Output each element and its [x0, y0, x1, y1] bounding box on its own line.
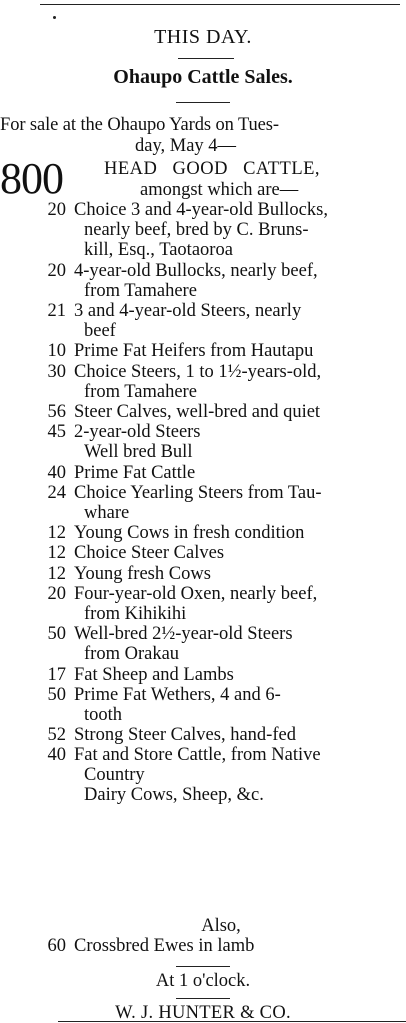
lot-line: Well bred Bull — [84, 442, 193, 463]
lot-line: Crossbred Ewes in lamb — [74, 936, 255, 956]
title-divider — [176, 102, 230, 103]
intro-line-1: For sale at the Ohaupo Yards on Tues- — [0, 115, 279, 135]
intro-line-2: day, May 4— — [135, 136, 237, 156]
lot-line: Four-year-old Oxen, nearly beef, — [74, 583, 318, 604]
lot-line: Young Cows in fresh condition — [74, 523, 305, 544]
lot-line: Fat Sheep and Lambs — [74, 664, 234, 685]
lot-line: from Tamahere — [84, 280, 197, 301]
lot-line: Strong Steer Calves, hand-fed — [74, 725, 296, 746]
lot-quantity: 52 — [47, 725, 66, 746]
headline-this-day: THIS DAY. — [154, 26, 252, 48]
lot-line: from Orakau — [84, 644, 180, 665]
lot-quantity: 12 — [47, 523, 66, 544]
lot-quantity: 60 — [47, 936, 66, 956]
lot-line: Young fresh Cows — [74, 563, 211, 584]
lot-quantity: 50 — [47, 624, 66, 645]
lot-description — [74, 200, 402, 260]
cattle-count: 800 — [0, 154, 63, 203]
lot-line: Choice Steers, 1 to 1½-years-old, — [74, 361, 322, 382]
lot-description — [74, 725, 402, 745]
lot-quantity: 45 — [47, 422, 66, 443]
lot-description — [74, 422, 402, 462]
speck — [53, 16, 56, 19]
lot-line: whare — [84, 502, 130, 523]
lot-line: Dairy Cows, Sheep, &c. — [84, 785, 264, 806]
lot-description — [74, 301, 402, 341]
lot-quantity: 17 — [47, 664, 66, 685]
footer-divider-1 — [176, 966, 230, 967]
lot-description — [74, 402, 402, 422]
lot-line: beef — [84, 321, 116, 341]
lot-quantity: 20 — [47, 200, 66, 220]
lot-line: from Tamahere — [84, 381, 197, 402]
lot-line: nearly beef, bred by C. Bruns- — [84, 220, 309, 240]
lot-line: Prime Fat Wethers, 4 and 6- — [74, 684, 281, 705]
amongst-line: amongst which are— — [140, 180, 299, 200]
lot-line: from Kihikihi — [84, 603, 187, 624]
lot-line: Choice Yearling Steers from Tau- — [74, 482, 322, 503]
lot-description — [74, 564, 402, 584]
lot-quantity: 20 — [47, 583, 66, 604]
lot-line: Prime Fat Cattle — [74, 462, 196, 483]
lot-quantity: 40 — [47, 462, 66, 483]
lot-description — [74, 624, 402, 664]
lot-line: kill, Esq., Taotaoroa — [84, 240, 233, 260]
lot-line: 2-year-old Steers — [74, 422, 201, 443]
also-label: Also, — [201, 916, 241, 936]
auctioneer-name: W. J. HUNTER & CO. — [115, 1003, 291, 1023]
lot-line: Country — [84, 765, 145, 786]
sale-time: At 1 o'clock. — [155, 971, 251, 991]
bottom-rule — [58, 1021, 406, 1022]
lot-line: Well-bred 2½-year-old Steers — [74, 624, 293, 645]
lot-description — [74, 523, 402, 543]
lot-description — [74, 665, 402, 685]
lot-line: Steer Calves, well-bred and quiet — [74, 402, 321, 422]
lot-description — [74, 543, 402, 563]
lot-quantity: 50 — [47, 684, 66, 705]
lot-line: 3 and 4-year-old Steers, nearly — [74, 301, 302, 321]
lot-line: 4-year-old Bullocks, nearly beef, — [74, 260, 318, 281]
header-divider — [178, 58, 234, 59]
lot-description — [74, 745, 402, 805]
lot-description — [74, 362, 402, 402]
lot-description — [74, 936, 402, 956]
lot-description — [74, 483, 402, 523]
footer-divider-2 — [176, 998, 230, 999]
lot-quantity: 12 — [47, 563, 66, 584]
lot-quantity: 56 — [47, 402, 66, 422]
lot-line: Fat and Store Cattle, from Native — [74, 745, 321, 766]
lot-line: Prime Fat Heifers from Hautapu — [74, 341, 314, 362]
lot-quantity: 21 — [47, 301, 66, 321]
top-rule — [40, 4, 400, 5]
lot-line: Choice 3 and 4-year-old Bullocks, — [74, 200, 328, 220]
lot-quantity: 10 — [47, 341, 66, 362]
head-good-cattle: HEAD GOOD CATTLE, — [104, 159, 321, 179]
lot-quantity: 12 — [47, 543, 66, 564]
lot-description — [74, 261, 402, 301]
lot-description — [74, 463, 402, 483]
lot-quantity: 20 — [47, 260, 66, 281]
sale-title: Ohaupo Cattle Sales. — [113, 66, 293, 88]
lot-line: Choice Steer Calves — [74, 543, 225, 564]
lot-description — [74, 584, 402, 624]
lot-description — [74, 341, 402, 361]
lot-quantity: 30 — [47, 361, 66, 382]
lot-quantity: 24 — [47, 482, 66, 503]
lot-description — [74, 685, 402, 725]
lot-line: tooth — [84, 704, 123, 725]
lot-quantity: 40 — [47, 745, 66, 766]
